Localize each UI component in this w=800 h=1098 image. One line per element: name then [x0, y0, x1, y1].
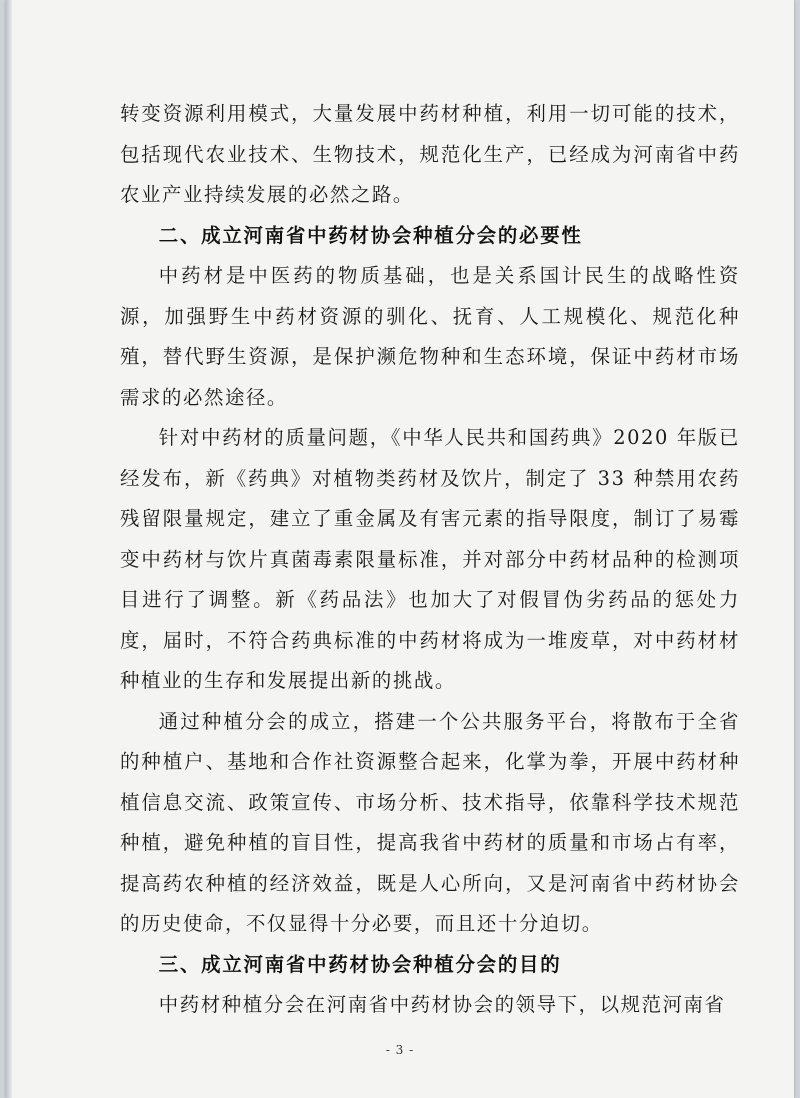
- paragraph-5: 中药材种植分会在河南省中药材协会的领导下，以规范河南省: [158, 993, 726, 1016]
- document-page: [6, 0, 794, 1098]
- paragraph-3: 针对中药材的质量问题，《中华人民共和国药典》2020 年版已经发布，新《药典》对植物类药材及饮片，制定了 33 种禁用农药残留限量规定，建立了重金属及有害元素的指导限度，制订了易霉变中药材与饮片真菌毒素限量标准，并对部分中药材品种的检测项目进行了调整。新《药品法》也加大了对假冒伪劣药品的惩处力度，届时，不符合药典标准的中药材将成为一堆废草，对中药材材种植业的生存和发展提出新的挑战。: [120, 426, 740, 692]
- page-number: - 3 -: [385, 1043, 415, 1057]
- scan-edge: [6, 0, 12, 1098]
- document-body: [120, 94, 740, 1026]
- section-heading-2: 二、成立河南省中药材协会种植分会的必要性: [158, 223, 583, 247]
- paragraph-2: 中药材是中医药的物质基础，也是关系国计民生的战略性资源，加强野生中药材资源的驯化、抚育、人工规模化、规范化种殖，替代野生资源，是保护濒危物种和生态环境，保证中药材市场需求的必然途径。: [120, 264, 740, 409]
- paragraph-1: 转变资源利用模式，大量发展中药材种植，利用一切可能的技术，包括现代农业技术、生物技术，规范化生产，已经成为河南省中药农业产业持续发展的必然之路。: [120, 102, 740, 206]
- section-heading-3: 三、成立河南省中药材协会种植分会的目的: [158, 952, 562, 976]
- paragraph-4: 通过种植分会的成立，搭建一个公共服务平台，将散布于全省的种植户、基地和合作社资源整合起来，化掌为拳，开展中药材种植信息交流、政策宣传、市场分析、技术指导，依靠科学技术规范种植，避免种植的盲目性，提高我省中药材的质量和市场占有率，提高药农种植的经济效益，既是人心所向，又是河南省中药材协会的历史使命，不仅显得十分必要，而且还十分迫切。: [120, 709, 740, 935]
